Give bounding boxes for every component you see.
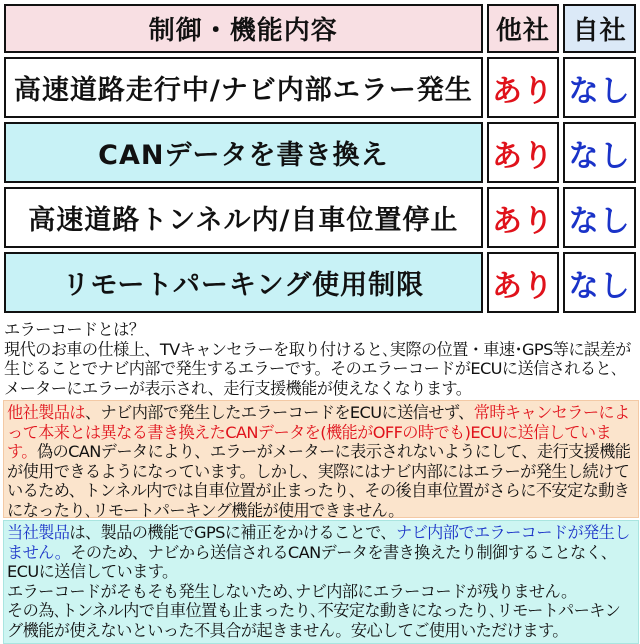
table-row [4, 57, 636, 118]
feature-cell: 高速道路トンネル内/自車位置停止 [4, 187, 483, 248]
table-header [4, 4, 636, 53]
own-value: なし [563, 122, 636, 183]
explanation-heading: エラーコードとは？ [4, 320, 145, 339]
own-value: なし [563, 187, 636, 248]
own-text-2: そのため、ナビから送信されるCANデータを書き換えたり制御することなく、ECUに送信しています。 エラーコードがそもそも発生しないため､ナビ内部にエラーコードが残りません。 その為､トンネル内で自車位置も止まったり､不安定な動きになったり､リモートパーキング機能が使えないといった不具合が起きません。安心してご使用いただけます。 [7, 542, 621, 640]
error-code-explanation [4, 320, 632, 398]
own-company-box [3, 520, 639, 644]
feature-cell: リモートパーキング使用制限 [4, 252, 483, 313]
table-row [4, 252, 636, 313]
other-value: あり [487, 252, 560, 313]
feature-cell: CANデータを書き換え [4, 122, 483, 183]
table-row [4, 187, 636, 248]
other-text-1: 、ナビ内部で発生したエラーコードをECUに送信せず、 [84, 403, 474, 422]
comparison-table [0, 0, 640, 317]
other-value: あり [487, 57, 560, 118]
other-value: あり [487, 122, 560, 183]
table-row [4, 122, 636, 183]
feature-cell: 高速道路走行中/ナビ内部エラー発生 [4, 57, 483, 118]
own-value: なし [563, 252, 636, 313]
other-company-box [3, 400, 639, 518]
own-text-1: は、製品の機能でGPSに補正をかけることで、 [69, 523, 396, 542]
header-feature: 制御・機能内容 [4, 4, 483, 53]
header-own-company: 自社 [563, 4, 636, 53]
other-value: あり [487, 187, 560, 248]
other-highlight: 常時キャンセラーによって本来とは異なる書き換えたCANデータを(機能がOFFの時でも)ECUに送信しています。 [7, 403, 630, 461]
other-text-2: 偽のCANデータにより、エラーがメーターに表示されないようにして、走行支援機能が使用できるようになっています。しかし、実際にはナビ内部にはエラーが発生し続けているため、トンネル内では自車位置が止まったり、その後自車位置がさらに不安定な動きになったり､リモートパーキング機能が使用できません。 [7, 442, 631, 520]
header-other-company: 他社 [487, 4, 560, 53]
own-lead: 当社製品 [7, 523, 70, 542]
own-highlight: ナビ内部でエラーコードが発生しません。 [7, 523, 630, 562]
explanation-body: 現代のお車の仕様上、TVキャンセラーを取り付けると､実際の位置・車速･GPS等に誤差が生じることでナビ内部で発生するエラーです。そのエラーコードがECUに送信されると､メーターにエラーが表示され、走行支援機能が使えなくなります。 [4, 339, 631, 398]
own-value: なし [563, 57, 636, 118]
other-lead: 他社製品は [7, 403, 85, 422]
